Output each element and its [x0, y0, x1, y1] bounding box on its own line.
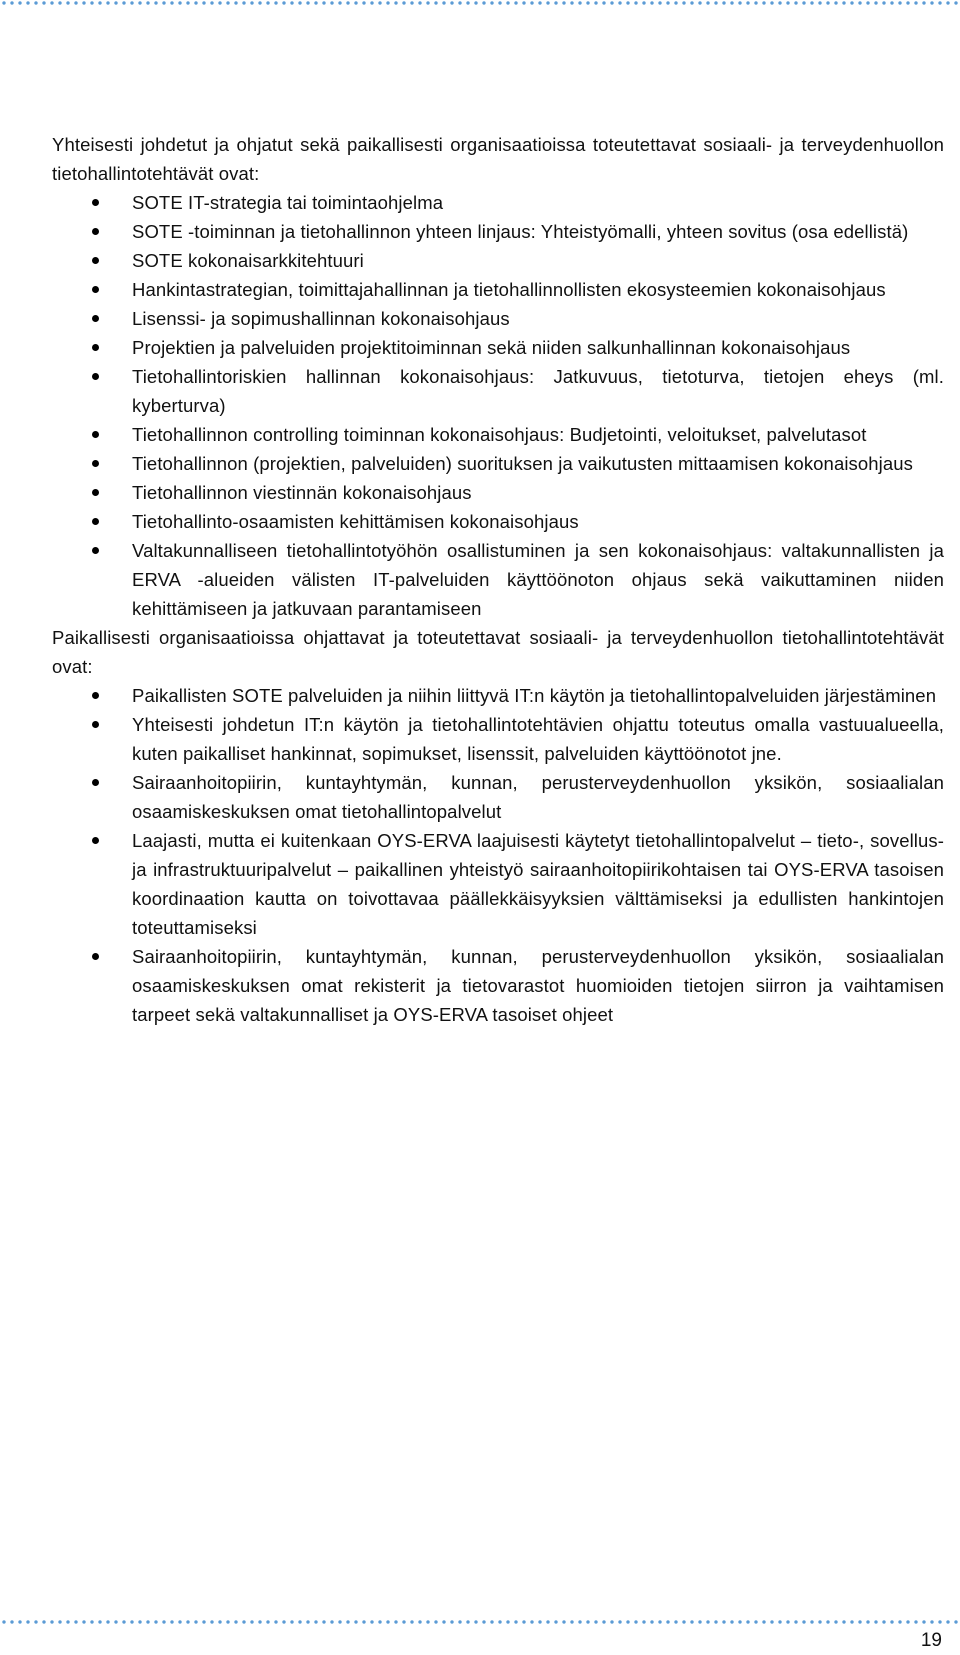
- list-item-text: Sairaanhoitopiirin, kuntayhtymän, kunnan, perusterveydenhuollon yksikön, sosiaalialan osaamiskeskuksen omat tietohallintopalvelut: [132, 772, 944, 822]
- bullet-icon: [92, 692, 99, 699]
- list-item: [52, 362, 944, 420]
- list-item: [52, 420, 944, 449]
- list-item: [52, 942, 944, 1029]
- list-item-text: SOTE -toiminnan ja tietohallinnon yhteen linjaus: Yhteistyömalli, yhteen sovitus (osa edellistä): [132, 221, 909, 242]
- list-item: [52, 275, 944, 304]
- list-item: [52, 710, 944, 768]
- list-item-text: Tietohallinnon (projektien, palveluiden) suorituksen ja vaikutusten mittaamisen kokonaisohjaus: [132, 453, 914, 474]
- top-dotted-border: [0, 1, 960, 5]
- bullet-icon: [92, 199, 99, 206]
- bullet-icon: [92, 257, 99, 264]
- list-item-text: Tietohallinto-osaamisten kehittämisen kokonaisohjaus: [132, 511, 579, 532]
- bullet-icon: [92, 518, 99, 525]
- list-item-text: Tietohallintoriskien hallinnan kokonaisohjaus: Jatkuvuus, tietoturva, tietojen eheys (ml. kyberturva): [132, 366, 944, 416]
- list-item: [52, 217, 944, 246]
- list-item-text: Sairaanhoitopiirin, kuntayhtymän, kunnan, perusterveydenhuollon yksikön, sosiaalialan osaamiskeskuksen omat rekisterit ja tietovarastot huomioiden tietojen siirron ja vaihtamisen tarpeet sekä valtakunnalliset ja OYS-ERVA tasoiset ohjeet: [132, 946, 944, 1025]
- bottom-dotted-border: [0, 1620, 960, 1624]
- list-item-text: Tietohallinnon viestinnän kokonaisohjaus: [132, 482, 472, 503]
- list-item: [52, 536, 944, 623]
- bullet-icon: [92, 286, 99, 293]
- bullet-icon: [92, 431, 99, 438]
- bullet-icon: [92, 228, 99, 235]
- list-item-text: SOTE kokonaisarkkitehtuuri: [132, 250, 364, 271]
- list-item: [52, 507, 944, 536]
- list-item-text: Yhteisesti johdetun IT:n käytön ja tietohallintotehtävien ohjattu toteutus omalla vastuualueella, kuten paikalliset hankinnat, sopimukset, lisenssit, palveluiden käyttöönotot jne.: [132, 714, 944, 764]
- bullet-icon: [92, 460, 99, 467]
- list-item: [52, 826, 944, 942]
- list-item-text: Tietohallinnon controlling toiminnan kokonaisohjaus: Budjetointi, veloitukset, palvelutasot: [132, 424, 867, 445]
- bullet-icon: [92, 721, 99, 728]
- list-item: [52, 768, 944, 826]
- bullet-icon: [92, 373, 99, 380]
- list-item: [52, 449, 944, 478]
- bullet-icon: [92, 837, 99, 844]
- list-item: [52, 246, 944, 275]
- list-item: [52, 478, 944, 507]
- list-item-text: Lisenssi- ja sopimushallinnan kokonaisohjaus: [132, 308, 510, 329]
- page-number: 19: [920, 1630, 942, 1651]
- list-item-text: SOTE IT-strategia tai toimintaohjelma: [132, 192, 444, 213]
- list-item: [52, 188, 944, 217]
- list-item: [52, 333, 944, 362]
- shared-tasks-list: [52, 188, 944, 623]
- document-body: [52, 130, 944, 1029]
- bullet-icon: [92, 547, 99, 554]
- list-item: [52, 681, 944, 710]
- intro-paragraph: Yhteisesti johdetut ja ohjatut sekä paikallisesti organisaatioissa toteutettavat sosiaali- ja terveydenhuollon tietohallintotehtävät ovat:: [52, 134, 944, 184]
- list-item: [52, 304, 944, 333]
- local-tasks-list: [52, 681, 944, 1029]
- list-item-text: Hankintastrategian, toimittajahallinnan ja tietohallinnollisten ekosysteemien kokonaisohjaus: [132, 279, 886, 300]
- list-item-text: Paikallisten SOTE palveluiden ja niihin liittyvä IT:n käytön ja tietohallintopalveluiden järjestäminen: [132, 685, 937, 706]
- second-paragraph: Paikallisesti organisaatioissa ohjattavat ja toteutettavat sosiaali- ja terveydenhuollon tietohallintotehtävät ovat:: [52, 627, 944, 677]
- bullet-icon: [92, 489, 99, 496]
- bullet-icon: [92, 344, 99, 351]
- list-item-text: Valtakunnalliseen tietohallintotyöhön osallistuminen ja sen kokonaisohjaus: valtakunnallisten ja ERVA -alueiden välisten IT-palveluiden käyttöönoton ohjaus sekä vaikuttaminen niiden kehittämiseen ja jatkuvaan parantamiseen: [132, 540, 944, 619]
- bullet-icon: [92, 315, 99, 322]
- bullet-icon: [92, 779, 99, 786]
- list-item-text: Laajasti, mutta ei kuitenkaan OYS-ERVA laajuisesti käytetyt tietohallintopalvelut – tieto-, sovellus- ja infrastruktuuripalvelut – paikallinen yhteistyö sairaanhoitopiirikohtaisen tai OYS-ERVA tasoisen koordinaation kautta on toivottavaa päällekkäisyyksien välttämiseksi ja edullisten hankintojen toteuttamiseksi: [132, 830, 944, 938]
- bullet-icon: [92, 953, 99, 960]
- list-item-text: Projektien ja palveluiden projektitoiminnan sekä niiden salkunhallinnan kokonaisohjaus: [132, 337, 851, 358]
